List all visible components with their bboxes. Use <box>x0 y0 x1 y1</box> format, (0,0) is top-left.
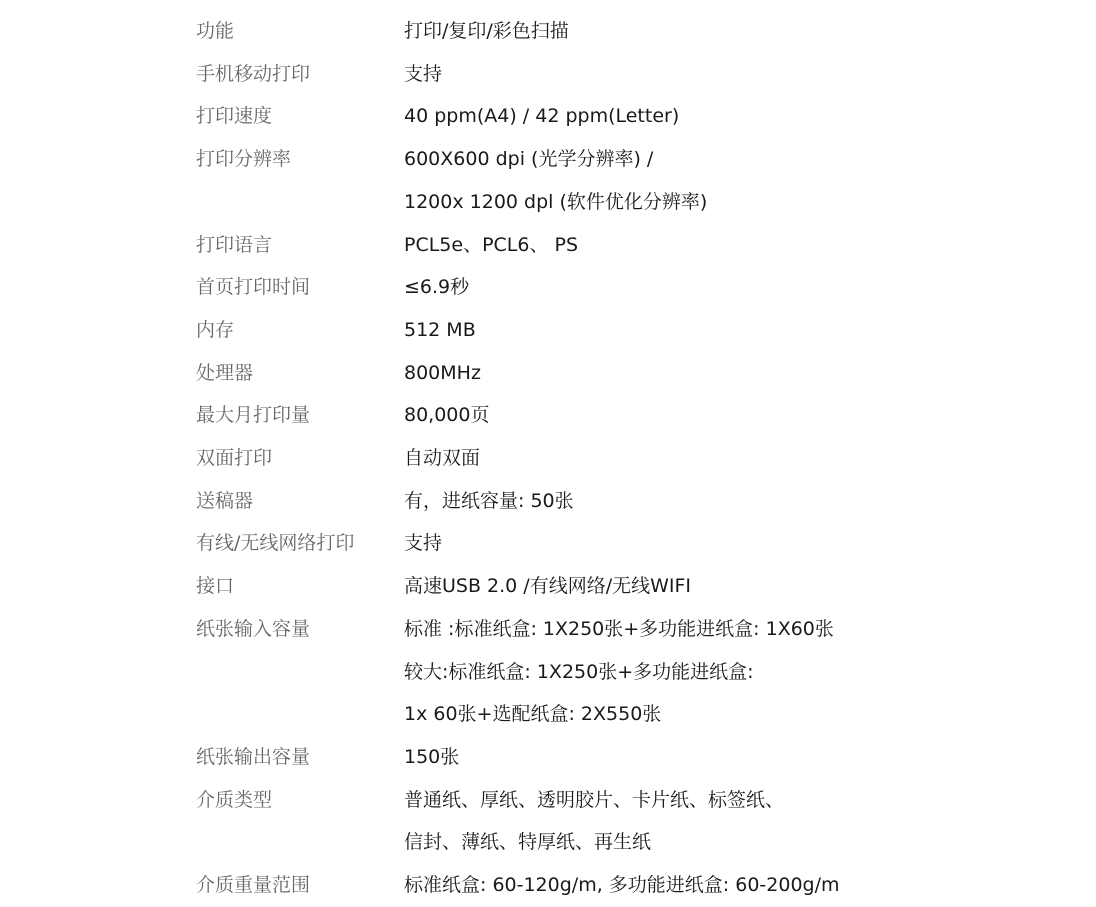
spec-label: 打印语言 <box>196 233 273 256</box>
spec-row-memory <box>196 309 1056 352</box>
spec-value: 普通纸、厚纸、透明胶片、卡片纸、标签纸、 <box>404 788 785 811</box>
spec-row-print-language <box>196 224 1056 267</box>
spec-label: 送稿器 <box>196 489 254 512</box>
spec-values <box>404 522 1056 565</box>
spec-label: 处理器 <box>196 361 254 384</box>
spec-row-document-feeder <box>196 480 1056 523</box>
spec-values <box>404 779 1056 864</box>
spec-value: ≤6.9秒 <box>404 276 470 299</box>
spec-row-print-speed <box>196 95 1056 138</box>
spec-values <box>404 736 1056 779</box>
spec-value: 512 MB <box>404 318 476 341</box>
spec-values <box>404 309 1056 352</box>
spec-value: 较大:标准纸盒: 1X250张+多功能进纸盒: <box>404 660 754 683</box>
spec-row-input-capacity <box>196 608 1056 736</box>
spec-row-processor <box>196 352 1056 395</box>
spec-values <box>404 95 1056 138</box>
spec-value: 1x 60张+选配纸盒: 2X550张 <box>404 703 662 726</box>
spec-row-interface <box>196 565 1056 608</box>
spec-label: 首页打印时间 <box>196 276 311 299</box>
spec-row-function <box>196 10 1056 53</box>
spec-value: 有，进纸容量: 50张 <box>404 489 574 512</box>
spec-label: 接口 <box>196 575 235 598</box>
spec-table <box>196 10 1056 907</box>
spec-value: 1200x 1200 dpl (软件优化分辨率) <box>404 190 708 213</box>
spec-value: 支持 <box>404 532 443 555</box>
spec-value: 800MHz <box>404 361 481 384</box>
spec-values <box>404 480 1056 523</box>
spec-values <box>404 608 1056 736</box>
spec-label: 双面打印 <box>196 447 273 470</box>
spec-label: 打印分辨率 <box>196 148 292 171</box>
spec-values <box>404 437 1056 480</box>
spec-value: 打印/复印/彩色扫描 <box>404 20 569 42</box>
spec-values <box>404 138 1056 223</box>
spec-value: 标准纸盒: 60-120g/m, 多功能进纸盒: 60-200g/m <box>404 874 840 897</box>
spec-label: 内存 <box>196 318 235 341</box>
spec-label: 手机移动打印 <box>196 62 311 85</box>
spec-value: 信封、薄纸、特厚纸、再生纸 <box>404 831 652 854</box>
spec-row-first-page-time <box>196 266 1056 309</box>
spec-value: 80,000页 <box>404 404 490 427</box>
spec-values <box>404 864 1056 907</box>
spec-values <box>404 352 1056 395</box>
spec-values <box>404 10 1056 53</box>
spec-value: 自动双面 <box>404 447 481 470</box>
spec-row-duplex <box>196 437 1056 480</box>
spec-label: 打印速度 <box>196 105 273 128</box>
spec-label: 功能 <box>196 20 235 42</box>
spec-value: 标准 :标准纸盒: 1X250张+多功能进纸盒: 1X60张 <box>404 617 834 640</box>
spec-row-resolution <box>196 138 1056 223</box>
spec-values <box>404 394 1056 437</box>
spec-label: 纸张输入容量 <box>196 617 311 640</box>
spec-label: 介质类型 <box>196 788 273 811</box>
spec-label: 纸张输出容量 <box>196 745 311 768</box>
spec-values <box>404 53 1056 96</box>
spec-value: 40 ppm(A4) / 42 ppm(Letter) <box>404 105 680 128</box>
spec-values <box>404 224 1056 267</box>
spec-row-network-print <box>196 522 1056 565</box>
spec-value: PCL5e、PCL6、 PS <box>404 233 579 256</box>
spec-row-media-type <box>196 779 1056 864</box>
spec-label: 最大月打印量 <box>196 404 311 427</box>
spec-label: 有线/无线网络打印 <box>196 532 355 555</box>
spec-values <box>404 565 1056 608</box>
spec-values <box>404 266 1056 309</box>
spec-value: 支持 <box>404 62 443 85</box>
spec-value: 150张 <box>404 745 460 768</box>
spec-value: 600X600 dpi (光学分辨率) / <box>404 148 654 171</box>
spec-row-media-weight <box>196 864 1056 907</box>
spec-row-mobile-print <box>196 53 1056 96</box>
spec-row-monthly-volume <box>196 394 1056 437</box>
spec-row-output-capacity <box>196 736 1056 779</box>
spec-value: 高速USB 2.0 /有线网络/无线WIFI <box>404 575 692 598</box>
spec-label: 介质重量范围 <box>196 874 311 897</box>
